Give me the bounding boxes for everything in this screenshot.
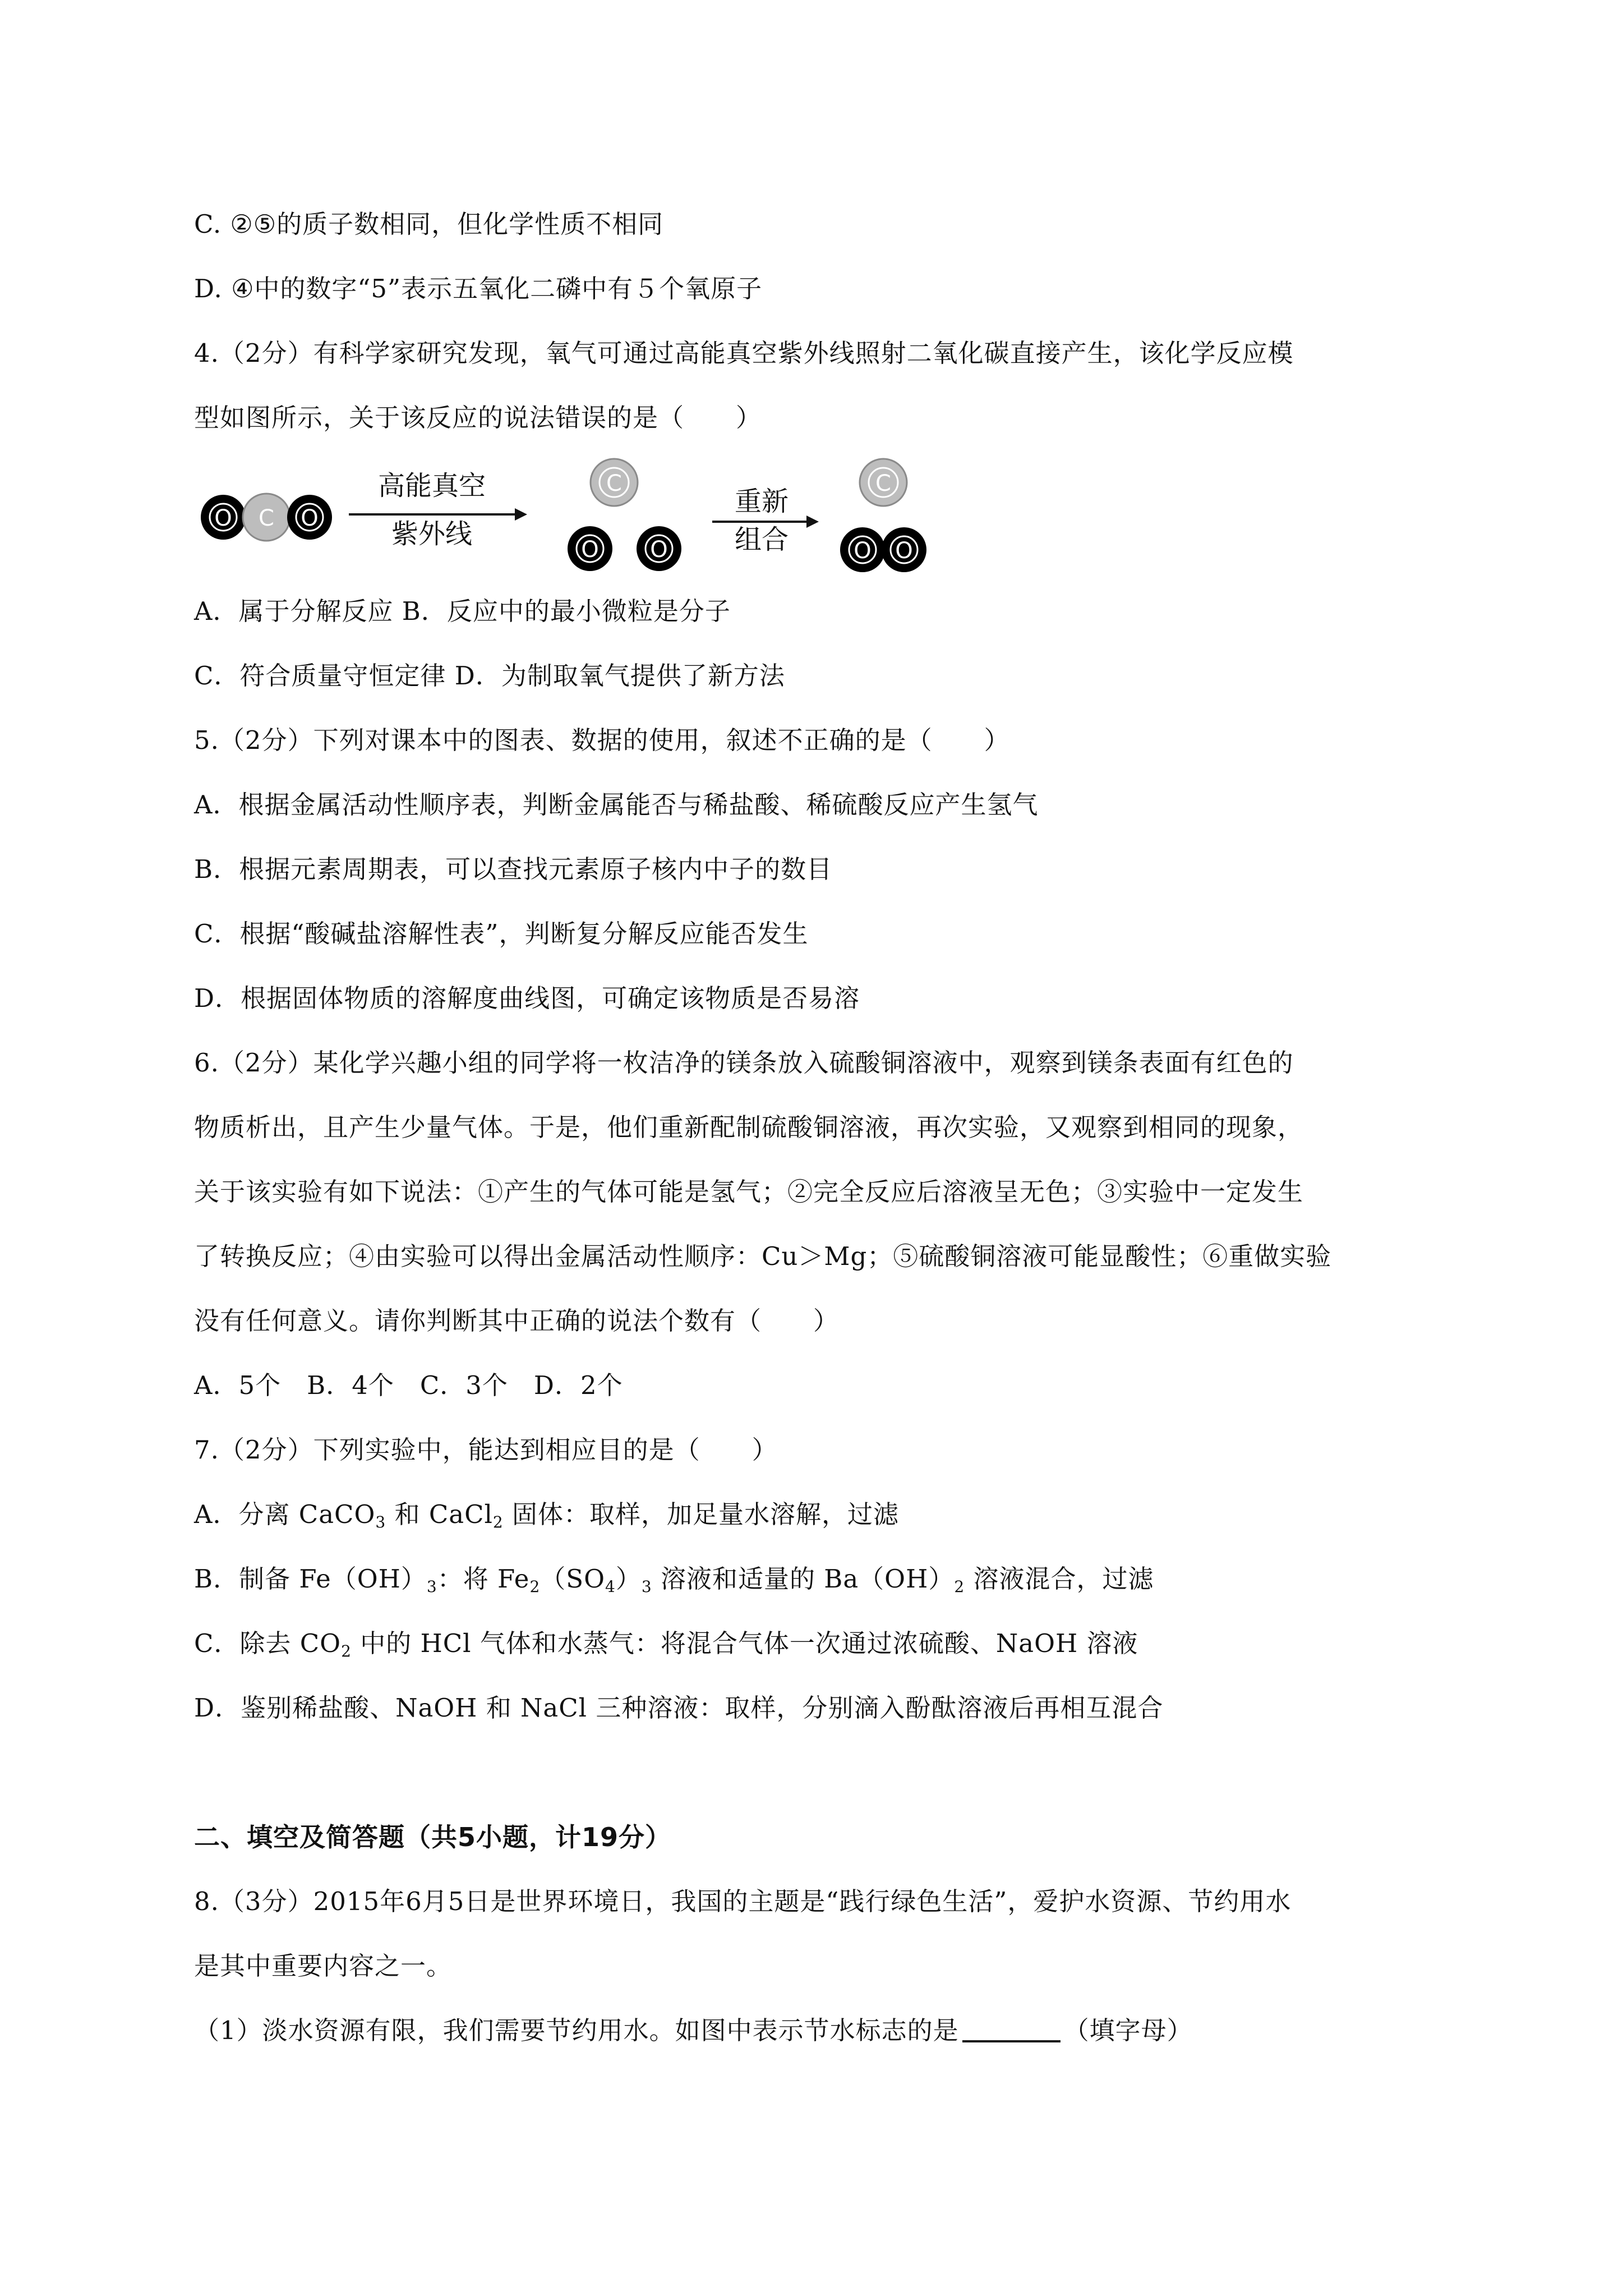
q5-stem: 5.（2分）下列对课本中的图表、数据的使用，叙述不正确的是（ ） — [194, 725, 1010, 755]
arrow-uv — [349, 470, 527, 550]
svg-text:O: O — [895, 538, 913, 564]
arrow2-bottom-label: 组合 — [734, 524, 789, 555]
products — [840, 459, 926, 572]
q6-stem-line3: 关于该实验有如下说法：①产生的气体可能是氢气；②完全反应后溶液呈无色；③实验中一定发生 — [194, 1177, 1304, 1207]
q6-stem-line4: 了转换反应；④由实验可以得出金属活动性顺序：Cu＞Mg；⑤硫酸铜溶液可能显酸性；⑥重做实验 — [194, 1241, 1332, 1271]
q3-option-c: C. ②⑤的质子数相同，但化学性质不相同 — [194, 209, 664, 239]
svg-text:O: O — [581, 537, 599, 563]
q5-option-b: B．根据元素周期表，可以查找元素原子核内中子的数目 — [194, 854, 833, 884]
svg-text:O: O — [854, 538, 872, 564]
arrow1-top-label: 高能真空 — [377, 470, 486, 501]
section-2-heading: 二、填空及简答题（共5小题，计19分） — [194, 1822, 672, 1852]
q8-part1: （1）淡水资源有限，我们需要节约用水。如图中表示节水标志的是 （填字母） — [194, 2016, 1193, 2045]
atom-label-c: C — [259, 505, 274, 531]
q5-option-a: A．根据金属活动性顺序表，判断金属能否与稀盐酸、稀硫酸反应产生氢气 — [194, 790, 1039, 820]
arrow-head-icon — [515, 508, 527, 521]
q6-stem-line2: 物质析出，且产生少量气体。于是，他们重新配制硫酸铜溶液，再次实验，又观察到相同的现象， — [194, 1112, 1304, 1142]
q4-stem-line1: 4.（2分）有科学家研究发现，氧气可通过高能真空紫外线照射二氧化碳直接产生，该化学反应模 — [194, 338, 1294, 368]
svg-text:C: C — [875, 471, 891, 496]
q7-option-d: D．鉴别稀盐酸、NaOH 和 NaCl 三种溶液：取样，分别滴入酚酞溶液后再相互混合 — [194, 1693, 1164, 1723]
q4-options-cd: C．符合质量守恒定律 D．为制取氧气提供了新方法 — [194, 661, 785, 691]
co2-molecule — [201, 494, 332, 541]
q7-option-a: A．分离 CaCO$_3$ 和 CaCl$_2$ 固体：取样，加足量水溶解，过滤 — [194, 1499, 900, 1531]
q4-stem-line2: 型如图所示，关于该反应的说法错误的是（ ） — [194, 403, 762, 432]
svg-text:C: C — [606, 471, 622, 496]
q5-option-c: C．根据“酸碱盐溶解性表”，判断复分解反应能否发生 — [194, 919, 809, 949]
q8-stem-line1: 8.（3分）2015年6月5日是世界环境日，我国的主题是“践行绿色生活”，爱护水资源、节约用水 — [194, 1887, 1292, 1916]
separated-atoms — [568, 459, 681, 571]
q6-options: A．5个 B．4个 C．3个 D．2个 — [194, 1370, 623, 1400]
arrow1-bottom-label: 紫外线 — [391, 518, 473, 550]
q8-stem-line2: 是其中重要内容之一。 — [194, 1951, 453, 1981]
q7-stem: 7.（2分）下列实验中，能达到相应目的是（ ） — [194, 1435, 778, 1465]
answer-blank[interactable] — [962, 2016, 1061, 2042]
q4-options-ab: A．属于分解反应 B．反应中的最小微粒是分子 — [194, 596, 731, 626]
q3-option-d: D. ④中的数字“5”表示五氧化二磷中有５个氧原子 — [194, 274, 763, 303]
arrow-recombine — [712, 486, 819, 555]
q7-option-c: C．除去 $CO_2$ 中的 HCl 气体和水蒸气：将混合气体一次通过浓硫酸、NaOH 溶液 — [194, 1628, 1138, 1660]
reaction-model-diagram — [191, 449, 976, 583]
q6-stem-line1: 6.（2分）某化学兴趣小组的同学将一枚洁净的镁条放入硫酸铜溶液中，观察到镁条表面有红色的 — [194, 1048, 1294, 1078]
arrow2-top-label: 重新 — [734, 486, 789, 517]
atom-label-o: O — [301, 505, 319, 531]
q6-stem-line5: 没有任何意义。请你判断其中正确的说法个数有（ ） — [194, 1306, 840, 1336]
arrow-head-icon — [806, 516, 819, 528]
svg-text:O: O — [650, 537, 668, 563]
q7-option-b: B．制备 $Fe(OH)_3$：将 $Fe_2(SO_4)_3$ 溶液和适量的 $Ba(OH)_2$ 溶液混合，过滤 — [194, 1564, 1154, 1596]
q5-option-d: D．根据固体物质的溶解度曲线图，可确定该物质是否易溶 — [194, 983, 860, 1013]
atom-label-o: O — [214, 505, 232, 531]
